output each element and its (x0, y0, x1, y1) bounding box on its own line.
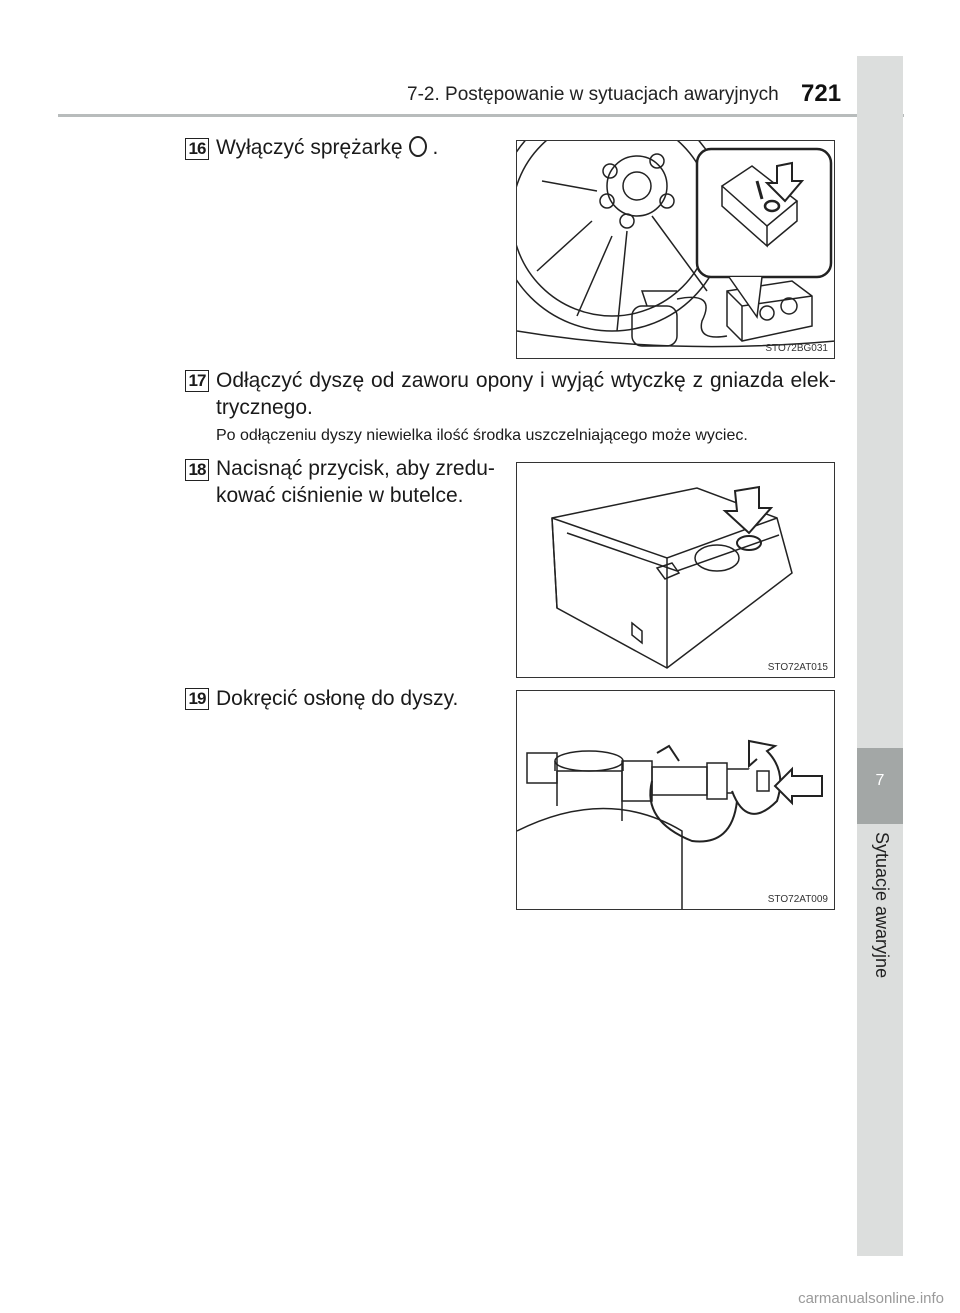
step-instruction: Dokręcić osłonę do dyszy. (216, 687, 459, 710)
figure-nozzle-cap (516, 690, 835, 910)
figure-compressor-switch (516, 140, 835, 359)
step-instruction: Nacisnąć przycisk, aby zredu-kować ciśnienie w butelce. (216, 457, 495, 507)
figure-compressor-button (516, 462, 835, 678)
nozzle-cap-illustration (517, 691, 835, 910)
page-number: 721 (801, 80, 842, 107)
off-circle-icon (409, 136, 427, 157)
watermark: carmanualsonline.info (798, 1290, 944, 1307)
step-number-badge: 16 (185, 138, 209, 160)
figure-code: STO72BG031 (765, 343, 828, 354)
chapter-label: Sytuacje awaryjne (872, 832, 892, 979)
step-instruction-text: Wyłączyć sprężarkę (216, 136, 403, 159)
step-instruction: Odłączyć dyszę od zaworu opony i wyjąć wtyczkę z gniazda elek-trycznego. (216, 369, 836, 419)
step-instruction-end: . (432, 136, 439, 159)
compressor-switch-illustration (517, 141, 835, 359)
figure-code: STO72AT009 (767, 894, 828, 905)
step-number-badge: 17 (185, 370, 209, 392)
step-number-badge: 18 (185, 459, 209, 481)
header-divider (58, 114, 904, 117)
side-tab-band (857, 56, 903, 1256)
step-number-badge: 19 (185, 688, 209, 710)
compressor-button-illustration (517, 463, 835, 678)
step-note: Po odłączeniu dyszy niewielka ilość środka uszczelniającego może wyciec. (216, 427, 748, 444)
figure-code: STO72AT015 (767, 662, 828, 673)
step-instruction (216, 134, 438, 161)
chapter-number: 7 (875, 772, 885, 789)
section-title: 7-2. Postępowanie w sytuacjach awaryjnych (407, 84, 779, 105)
